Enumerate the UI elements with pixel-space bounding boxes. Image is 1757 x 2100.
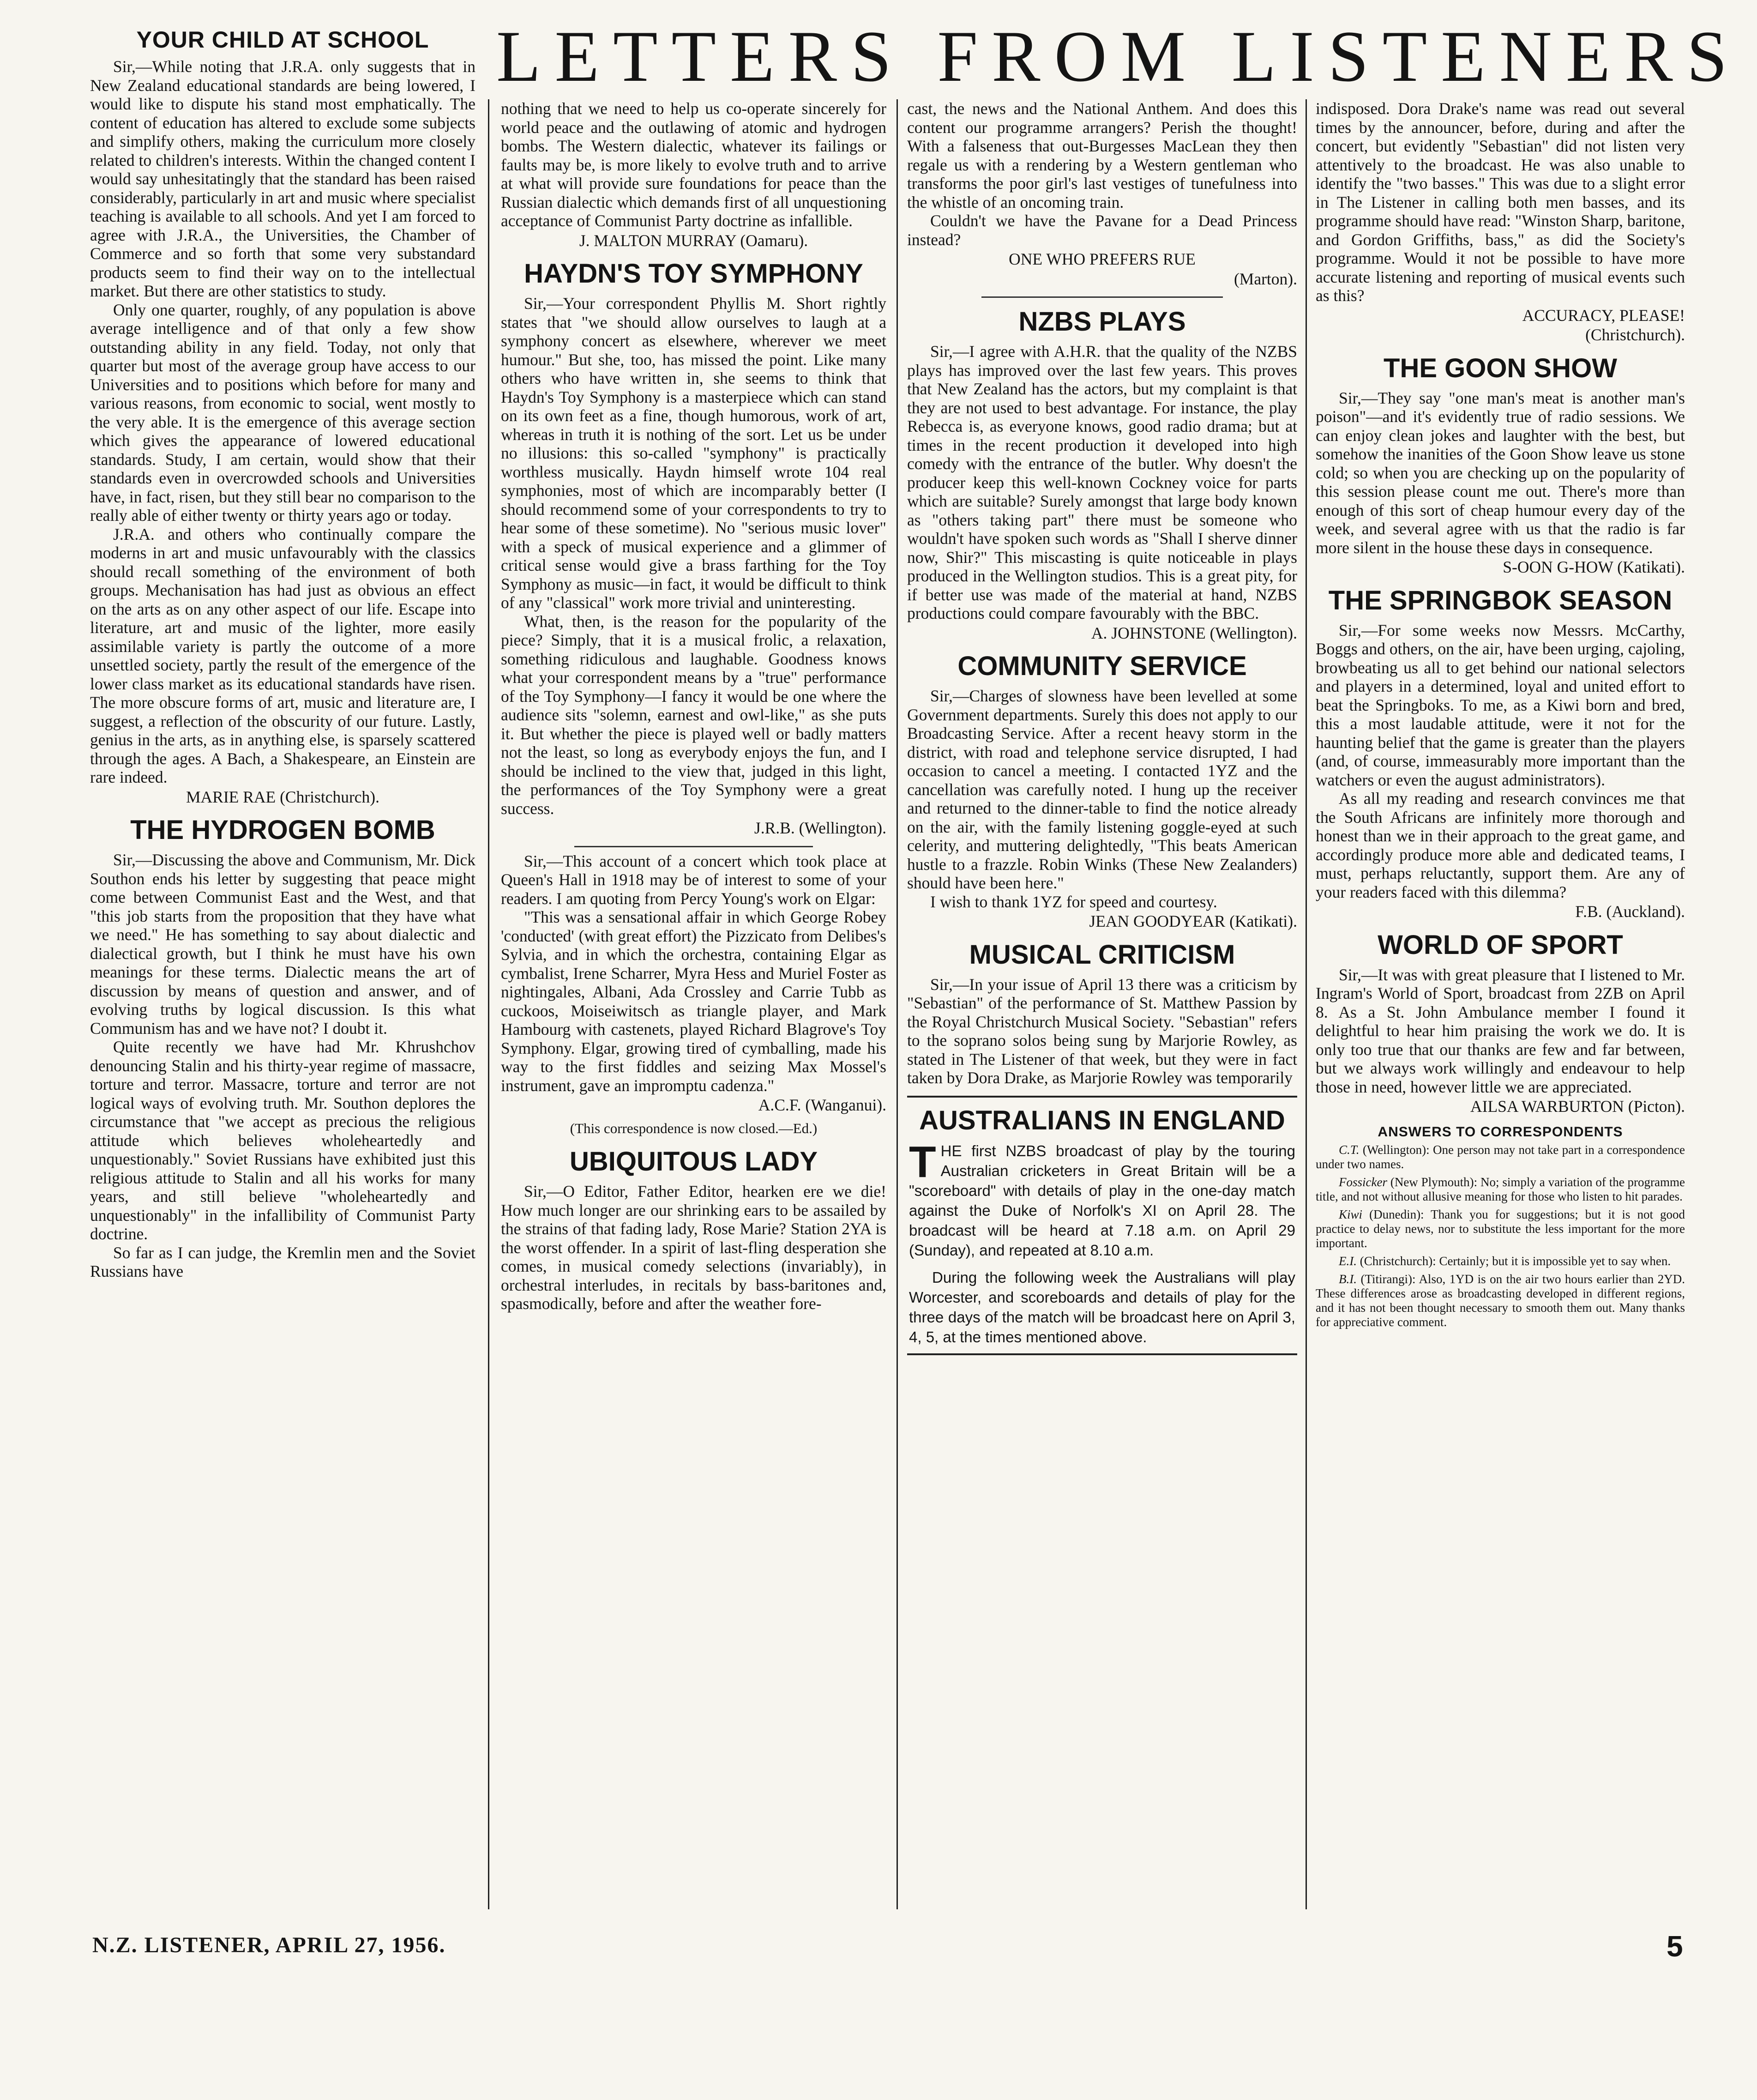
answer-name: C.T. [1339,1142,1360,1157]
letter-heading: THE GOON SHOW [1384,353,1617,383]
letter-paragraph: indisposed. Dora Drake's name was read out several times by the announcer, before, during and after the concert, but evidently "Sebastian" did not listen very attentively to the broadcast. He was also unable to identify the "two basses." This was due to a slight error in The Listener in calling both men basses, and its programme should have read: "Winston Sharp, baritone, and Gordon Griffiths, bass," as did the Society's programme. Would it not be possible to have more accurate listening and reporting of musical events such as this? [1316,99,1685,305]
news-box [907,1096,1297,1355]
letter-paragraph: Sir,—In your issue of April 13 there was a criticism by "Sebastian" of the performance of St. Matthew Passion by the Royal Christchurch Musical Society. "Sebastian" refers to the soprano solos being sung by Marjorie Rowley, as stated in The Listener of that week, but they were in fact taken by Dora Drake, as Marjorie Rowley was temporarily [907,975,1297,1087]
letter-paragraph: As all my reading and research convinces me that the South Africans are infinitely more thorough and honest than we in their approach to the great game, and accordingly produce more able and dedicated teams, I must, perhaps reluctantly, support them. Are any of your readers faced with this dilemma? [1316,789,1685,901]
letter-signature: MARIE RAE (Christchurch). [186,787,380,806]
letter-heading: YOUR CHILD AT SCHOOL [136,27,429,53]
letter-signature: AILSA WARBURTON (Picton). [1470,1097,1685,1116]
column-1 [90,18,475,1909]
letter-paragraph: Sir,—I agree with A.H.R. that the quality of the NZBS plays has improved over the last few years. This proves that New Zealand has the actors, but my complaint is that they are not used to best advantage. For instance, the play Rebecca is, as everyone knows, good radio drama; but at times in the recent production it developed into high comedy with the entrance of the butler. Why doesn't the producer keep this well-known Cockney voice for parts which are suitable? Surely amongst that large body known as "others taking part" there must be someone who wouldn't have spoken such words as "Shall I sherve dinner now, Shir?" This miscasting is quite noticeable in plays produced in the Wellington studios. This is a great pity, for if better use was made of the material at hand, NZBS productions could compare favourably with the BBC. [907,342,1297,622]
letter-signature-place: (Marton). [1234,269,1297,288]
answer-name: B.I. [1339,1272,1357,1286]
letter-signature: J. MALTON MURRAY (Oamaru). [579,231,808,250]
letter-paragraph: cast, the news and the National Anthem. And does this content our programme arrangers? Perish the thought! With a falseness that out-Burgesses MacLean they then regale us with a rendering by a Western gentleman who transforms the poor girl's last vestiges of tunefulness into the whistle of an oncoming train. [907,99,1297,211]
letter-paragraph: I wish to thank 1YZ for speed and courtesy. [930,892,1217,911]
letter-paragraph: Sir,—This account of a concert which took place at Queen's Hall in 1918 may be of interest to some of your readers. I am quoting from Percy Young's work on Elgar: [501,851,886,908]
letter-signature: JEAN GOODYEAR (Katikati). [1089,912,1297,930]
answer-text: (Dunedin): Thank you for suggestions; but it is not good practice to delay news, nor to substitute the less important for the more important. [1316,1207,1685,1250]
column-rule [488,99,489,1909]
letter-heading: NZBS PLAYS [1018,307,1186,337]
answer-text: (New Plymouth): No; simply a variation of the programme title, and not without allusive meaning for those who listen to hit parades. [1316,1175,1685,1203]
column-rule [897,99,898,1909]
letter-paragraph: Sir,—For some weeks now Messrs. McCarthy, Boggs and others, on the air, have been urging, cajoling, browbeating us all to get behind our national selectors and players in a determined, loyal and united effort to beat the Springboks. To me, as a Kiwi born and bred, this a most laudable attitude, were it not for the haunting belief that the game is greater than the players (and, of course, immeasurably more important than the watchers or even the august administrators). [1316,621,1685,789]
box-paragraph: During the following week the Australians will play Worcester, and scoreboards and details of play for the three days of the match will be broadcast here on April 3, 4, 5, at the times mentioned above. [909,1268,1295,1346]
letter-paragraph: Sir,—While noting that J.R.A. only suggests that in New Zealand educational standards are being lowered, I would like to dispute his stand most emphatically. The content of education has altered to exclude some subjects and simplify others, making the curriculum more closely related to children's interests. Within the changed content I would say unhesitatingly that the standard has been raised considerably, particularly in art and music where specialist teaching is available to all schools. And yet I am forced to agree with J.R.A., the Universities, the Chamber of Commerce and so forth that some very substandard products seem to find their way on to the intellectual market. But there are other statistics to study. [90,57,475,300]
letter-signature: ONE WHO PREFERS RUE [1009,250,1196,268]
column-2 [501,99,886,1909]
letter-heading: HAYDN'S TOY SYMPHONY [524,259,863,289]
answer-item [1316,1175,1685,1204]
divider [574,846,813,847]
letter-heading: WORLD OF SPORT [1378,929,1623,960]
answer-text: (Wellington): One person may not take part in a correspondence under two names. [1316,1142,1685,1171]
letter-paragraph: So far as I can judge, the Kremlin men and the Soviet Russians have [90,1243,475,1280]
letter-paragraph: Sir,—Your correspondent Phyllis M. Short rightly states that "we should allow ourselves to laugh at a symphony concert as elsewhere, wherever we meet humour." But she, too, has missed the point. Like many others who have written in, she seems to think that Haydn's Toy Symphony is a masterpiece which can stand on its own feet as a fine, though humorous, work of art, whereas in truth it is nothing of the sort. Let us be under no illusions: this so-called "symphony" is practically worthless musically. Haydn himself wrote 104 real symphonies, most of which are incomparably better (I should recommend some of your correspondents to try to hear some of these sometime). No "serious music lover" with a speck of musical experience and a glimmer of critical sense would give a brass farthing for the Toy Symphony as music—in fact, it would be difficult to think of any "classical" work more trivial and uninteresting. [501,294,886,612]
letter-paragraph: What, then, is the reason for the popularity of the piece? Simply, that it is a musical frolic, a relaxation, something ridiculous and laughable. Goodness knows what your correspondent means by a "true" performance of the Toy Symphony—I fancy it would be one where the audience sits "solemn, earnest and owl-like," as she puts it. But whether the piece is played well or badly matters not the least, so long as everybody enjoys the fun, and I should be inclined to the view that, judged in this light, the performances of the Toy Symphony were a great success. [501,612,886,818]
letter-paragraph: Sir,—Discussing the above and Communism, Mr. Dick Southon ends his letter by suggesting that peace might come between Communist East and the West, and that "this job starts from the proposition that they have what we need." He has something to say about dialectic and dialectical growth, but I think he must have his own meanings for these terms. Dialectic means the art of discussion by means of question and answer, and of evolving truths by logical discussion. Is this what Communism has and we have not? I doubt it. [90,851,475,1038]
answer-name: Kiwi [1339,1207,1363,1221]
answers-to-correspondents [1316,1124,1685,1329]
letter-paragraph: Quite recently we have had Mr. Khrushchov denouncing Stalin and his thirty-year regime of massacre, torture and terror. Massacre, torture and terror are not logical ways of evolving truth. Mr. Southon deplores the circumstance that "we accept as precious the religious attitude which believes wholeheartedly and unquestionably." Soviet Russians have exhibited just this religious attitude to Stalin and all his works for many years, and still believe "wholeheartedly and unquestionably" in the infallibility of Communist Party doctrine. [90,1038,475,1243]
answer-item [1316,1272,1685,1329]
letter-heading: UBIQUITOUS LADY [569,1147,818,1177]
letter-signature-place: (Christchurch). [1585,326,1685,344]
publication-footer: N.Z. LISTENER, APRIL 27, 1956. [92,1933,446,1957]
letter-signature: A. JOHNSTONE (Wellington). [1091,623,1297,642]
letter-heading: COMMUNITY SERVICE [957,651,1247,681]
box-heading: AUSTRALIANS IN ENGLAND [919,1105,1285,1135]
column-3 [907,99,1297,1909]
box-paragraph-text: HE first NZBS broadcast of play by the touring Australian cricketers in Great Britain will be a "scoreboard" with details of play in the one-day match against the Duke of Norfolk's XI on April 28. The broadcast will be heard at 7.18 a.m. on April 29 (Sunday), and repeated at 8.10 a.m. [909,1142,1295,1259]
letter-paragraph: Only one quarter, roughly, of any population is above average intelligence and of that only a few show outstanding ability in any field. Today, not only that quarter but most of the average group have access to our Universities and to positions which before for many and various reasons, from economic to social, went mostly to the very able. It is the emergence of this average section which gives the appearance of lowered educational standards. Study, I am certain, would show that their standards even in overcrowded schools and Universities have, in fact, risen, but they still bear no comparison to the really able of either twenty or thirty years ago or today. [90,300,475,525]
letter-signature: F.B. (Auckland). [1575,902,1685,921]
letter-paragraph: Sir,—Charges of slowness have been levelled at some Government departments. Surely this does not apply to our Broadcasting Service. After a recent heavy storm in the district, with road and telephone service disrupted, I had occasion to cancel a meeting. I contacted 1YZ and the cancellation was carefully noted. I hung up the receiver and returned to the dinner-table to find the notice already on the air, with the family listening goggle-eyed at such celerity, and muttering delightedly, "This beats American hustle to a frazzle. Robin Winks (These New Zealanders) should have been here." [907,687,1297,892]
letter-signature: ACCURACY, PLEASE! [1522,306,1685,325]
letter-paragraph: Couldn't we have the Pavane for a Dead Princess instead? [907,211,1297,249]
answer-text: (Titirangi): Also, 1YD is on the air two hours earlier than 2YD. These differences arose as broadcasting developed in different regions, and it has not been thought necessary to smooth them out. Many thanks for appreciative comment. [1316,1272,1685,1329]
box-paragraph [909,1137,1295,1260]
column-rule [1306,99,1307,1909]
letter-paragraph: Sir,—They say "one man's meat is another man's poison"—and it's evidently true of radio sessions. We can enjoy clean jokes and laughter with the best, but somehow the inanities of the Goon Show leave us stone cold; so when you are checking up on the popularity of this session please count me out. There's more than enough of this sort of cheap humour every day of the week, and several agree with us that the radio is far more silent in the house these days in consequence. [1316,388,1685,557]
letter-heading: THE SPRINGBOK SEASON [1328,585,1673,616]
answer-name: E.I. [1339,1254,1357,1268]
answers-heading: ANSWERS TO CORRESPONDENTS [1378,1124,1623,1140]
masthead-title: LETTERS FROM LISTENERS [496,16,1741,97]
letter-paragraph: Sir,—O Editor, Father Editor, hearken ere we die! How much longer are our shrinking ears to be assailed by the strains of that fading lady, Rose Marie? Station 2YA is the worst offender. In a spirit of last-fling desperation she comes, in musical comedy selections (invariably), in orchestral interludes, in recitals by bass-baritones and, spasmodically, before and after the weather fore- [501,1182,886,1313]
letter-paragraph: Sir,—It was with great pleasure that I listened to Mr. Ingram's World of Sport, broadcast from 2ZB on April 8. As a St. John Ambulance member I found it delightful to hear him praising the work we do. It is only too true that our thanks are few and far between, but we always work willingly and endeavour to help those in need, however little we are appreciated. [1316,965,1685,1096]
letter-heading: THE HYDROGEN BOMB [130,815,435,845]
letter-paragraph: nothing that we need to help us co-operate sincerely for world peace and the outlawing of atomic and hydrogen bombs. The Western dialectic, whatever its failings or faults may be, is more likely to evolve truth and to arrive at what will provide sure foundations for peace than the Russian dialectic which demands first of all unquestioning acceptance of Communist Party doctrine as infallible. [501,99,886,230]
letter-signature: S-OON G-HOW (Katikati). [1503,558,1685,576]
answer-name: Fossicker [1339,1175,1387,1189]
divider [981,296,1223,298]
column-4 [1316,99,1685,1909]
letter-paragraph: "This was a sensational affair in which George Robey 'conducted' (with great effort) the Pizzicato from Delibes's Sylvia, and in which the orchestra, containing Elgar as cymbalist, Irene Scharrer, Myra Hess and Muriel Foster as nightingales, Albani, Ada Crossley and Carrie Tubb as cuckoos, Moiseiwitsch as triangle player, and Mark Hambourg with castenets, played Richard Blagrove's Toy Symphony. Elgar, growing tired of cymballing, made his way to the first fiddles and seizing Max Mossel's instrument, gave an impromptu cadenza." [501,908,886,1095]
answer-text: (Christchurch): Certainly; but it is impossible yet to say when. [1360,1254,1671,1268]
drop-cap: T [909,1137,936,1187]
page-number: 5 [1667,1930,1683,1963]
answer-item [1316,1207,1685,1250]
letter-signature: A.C.F. (Wanganui). [758,1096,886,1114]
letter-paragraph: J.R.A. and others who continually compare the moderns in art and music unfavourably with the classics should recall something of the environment of both groups. Mechanisation has had just as obvious an effect on the arts as on any other aspect of our life. Escape into literature, art and music of the lighter, more easily assimilable variety is partly the outcome of a more unsettled society, partly the result of the emergence of the lower class market as its educational standards have risen. The more obscure forms of art, music and literature are, I suggest, a reflection of the obscurity of our future. Lastly, genius in the arts, as in anything else, is sparsely scattered through the ages. A Bach, a Shakespeare, an Einstein are rare indeed. [90,525,475,786]
answer-item [1316,1143,1685,1171]
answer-item [1316,1254,1685,1268]
letter-heading: MUSICAL CRITICISM [969,939,1235,970]
editor-note: (This correspondence is now closed.—Ed.) [570,1120,818,1136]
letter-signature: J.R.B. (Wellington). [754,819,886,837]
